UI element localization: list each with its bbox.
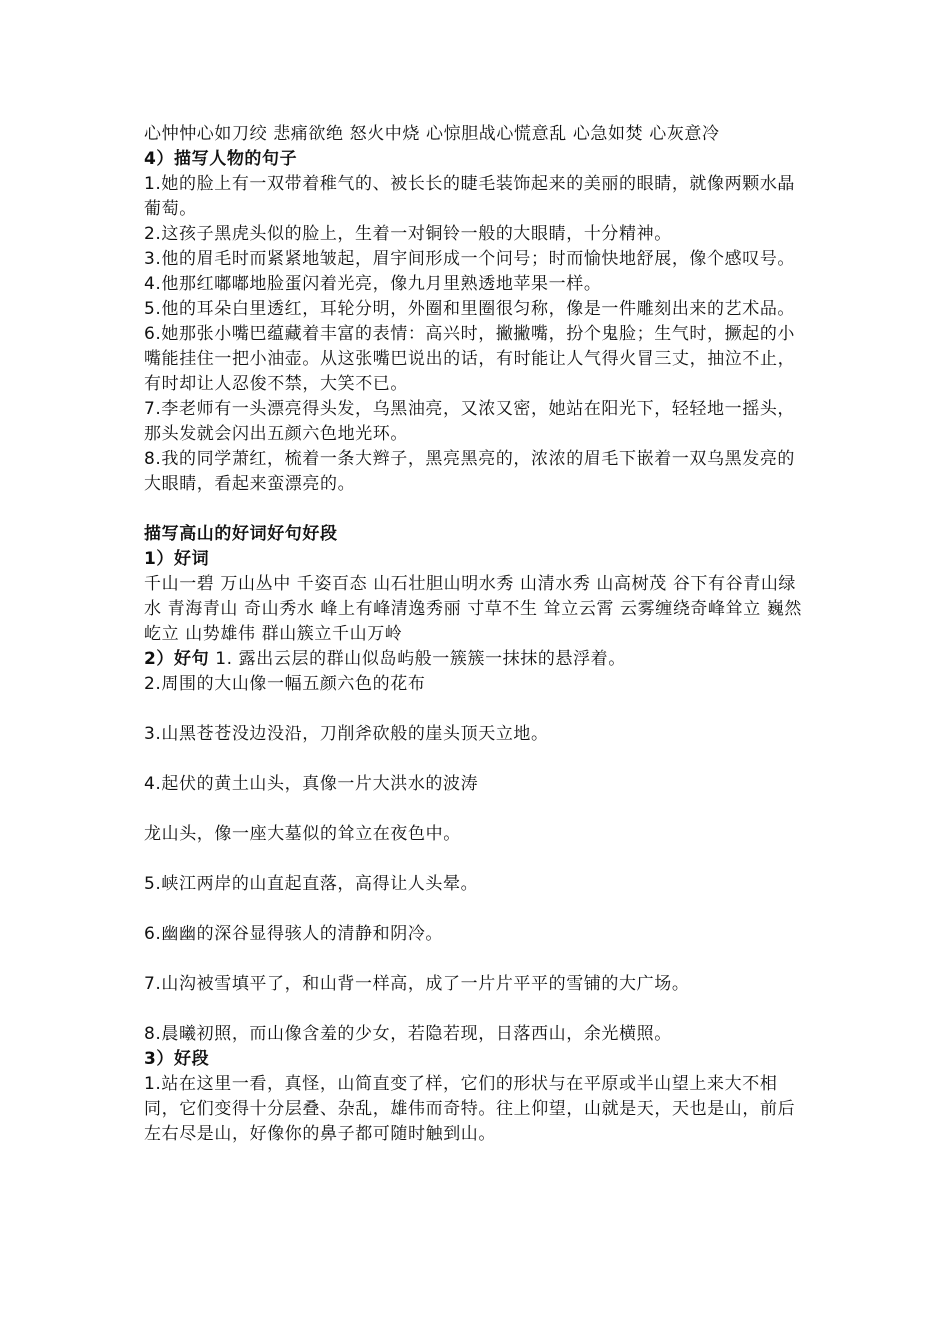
mountain-sentence-7: 7.山沟被雪填平了，和山背一样高，成了一片片平平的雪铺的大广场。 [144, 974, 690, 994]
mountain-sentence-3: 3.山黑苍苍没边没沿，刀削斧砍般的崖头顶天立地。 [144, 724, 549, 744]
good-sentences-heading: 2）好句 [144, 649, 210, 669]
good-paragraph-text: 1.站在这里一看，真怪，山简直变了样，它们的形状与在平原或半山望上来大不相同，它们变得十分层叠、杂乱，雄伟而奇特。往上仰望，山就是天，天也是山，前后左右尽是山，好像你的鼻子都可随时触到山。 [144, 1074, 796, 1144]
mountain-sentence-4-continued: 龙山头，像一座大墓似的耸立在夜色中。 [144, 824, 461, 844]
good-paragraph-heading: 3）好段 [144, 1049, 210, 1069]
emotion-words-line: 心忡忡心如刀绞 悲痛欲绝 怒火中烧 心惊胆战心慌意乱 心急如焚 心灰意冷 [144, 124, 720, 144]
character-sentence-7: 7.李老师有一头漂亮得头发，乌黑油亮，又浓又密，她站在阳光下，轻轻地一摇头，那头发就会闪出五颜六色地光环。 [144, 399, 796, 444]
character-sentence-2: 2.这孩子黑虎头似的脸上，生着一对铜铃一般的大眼睛，十分精神。 [144, 224, 672, 244]
character-sentence-6: 6.她那张小嘴巴蕴藏着丰富的表情：高兴时，撇撇嘴，扮个鬼脸；生气时，撅起的小嘴能挂住一把小油壶。从这张嘴巴说出的话，有时能让人气得火冒三丈，抽泣不止，有时却让人忍俊不禁，大笑不已。 [144, 324, 796, 394]
good-sentences-heading-line [144, 647, 810, 672]
spacer [144, 497, 810, 522]
spacer [144, 797, 810, 822]
mountain-sentence-4: 4.起伏的黄土山头，真像一片大洪水的波涛 [144, 774, 479, 794]
mountain-sentence-5: 5.峡江两岸的山直起直落，高得让人头晕。 [144, 874, 479, 894]
mountain-sentence-8: 8.晨曦初照，而山像含羞的少女，若隐若现，日落西山，余光横照。 [144, 1024, 672, 1044]
spacer [144, 997, 810, 1022]
section-heading-character: 4）描写人物的句子 [144, 149, 298, 169]
spacer [144, 697, 810, 722]
character-sentence-8: 8.我的同学萧红，梳着一条大辫子，黑亮黑亮的，浓浓的眉毛下嵌着一双乌黑发亮的大眼睛，看起来蛮漂亮的。 [144, 449, 796, 494]
spacer [144, 747, 810, 772]
character-sentence-4: 4.他那红嘟嘟地脸蛋闪着光亮，像九月里熟透地苹果一样。 [144, 274, 602, 294]
character-sentence-5: 5.他的耳朵白里透红，耳轮分明，外圈和里圈很匀称，像是一件雕刻出来的艺术品。 [144, 299, 796, 319]
mountain-sentence-1: 1. 露出云层的群山似岛屿般一簇簇一抹抹的悬浮着。 [215, 649, 626, 669]
good-words-text: 千山一碧 万山丛中 千姿百态 山石壮胆山明水秀 山清水秀 山高树茂 谷下有谷青山绿水 青海青山 奇山秀水 峰上有峰清逸秀丽 寸草不生 耸立云霄 云雾缠绕奇峰耸立 巍然屹立 山势雄伟 群山簇立千山万岭 [144, 574, 803, 644]
character-sentence-1: 1.她的脸上有一双带着稚气的、被长长的睫毛装饰起来的美丽的眼睛，就像两颗水晶葡萄。 [144, 174, 796, 219]
character-sentence-3: 3.他的眉毛时而紧紧地皱起，眉宇间形成一个问号；时而愉快地舒展，像个感叹号。 [144, 249, 796, 269]
good-words-heading: 1）好词 [144, 549, 210, 569]
spacer [144, 847, 810, 872]
mountain-sentence-6: 6.幽幽的深谷显得骇人的清静和阴冷。 [144, 924, 444, 944]
spacer [144, 947, 810, 972]
document-page [144, 122, 810, 1147]
mountain-sentence-2: 2.周围的大山像一幅五颜六色的花布 [144, 674, 426, 694]
mountain-section-title: 描写高山的好词好句好段 [144, 524, 338, 544]
spacer [144, 897, 810, 922]
